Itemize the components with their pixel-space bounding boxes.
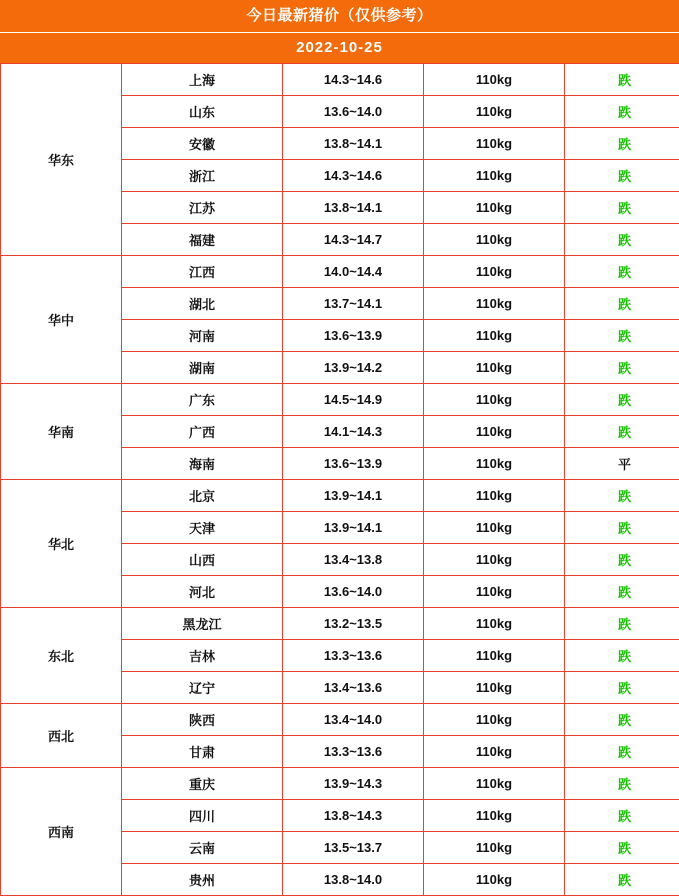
page-title: 今日最新猪价（仅供参考） [0, 0, 679, 32]
price-cell: 13.8~14.0 [283, 864, 424, 896]
region-cell: 华南 [1, 384, 122, 480]
trend-cell: 跌 [565, 320, 679, 352]
weight-cell: 110kg [424, 96, 565, 128]
province-cell: 安徽 [122, 128, 283, 160]
region-cell: 华北 [1, 480, 122, 608]
province-cell: 天津 [122, 512, 283, 544]
region-cell: 华东 [1, 64, 122, 256]
weight-cell: 110kg [424, 288, 565, 320]
trend-cell: 跌 [565, 224, 679, 256]
province-cell: 山西 [122, 544, 283, 576]
table-body [1, 64, 679, 896]
table-row [1, 704, 679, 736]
weight-cell: 110kg [424, 64, 565, 96]
trend-cell: 跌 [565, 352, 679, 384]
province-cell: 黑龙江 [122, 608, 283, 640]
weight-cell: 110kg [424, 672, 565, 704]
province-cell: 山东 [122, 96, 283, 128]
province-cell: 江西 [122, 256, 283, 288]
price-cell: 13.5~13.7 [283, 832, 424, 864]
trend-cell: 跌 [565, 544, 679, 576]
province-cell: 福建 [122, 224, 283, 256]
trend-cell: 跌 [565, 480, 679, 512]
table-row [1, 768, 679, 800]
province-cell: 湖南 [122, 352, 283, 384]
trend-cell: 跌 [565, 576, 679, 608]
trend-cell: 跌 [565, 384, 679, 416]
price-cell: 13.3~13.6 [283, 640, 424, 672]
trend-cell: 跌 [565, 256, 679, 288]
province-cell: 河北 [122, 576, 283, 608]
trend-cell: 跌 [565, 64, 679, 96]
region-cell: 西南 [1, 768, 122, 896]
trend-cell: 跌 [565, 512, 679, 544]
province-cell: 浙江 [122, 160, 283, 192]
price-cell: 13.8~14.1 [283, 192, 424, 224]
trend-cell: 跌 [565, 704, 679, 736]
trend-cell: 跌 [565, 192, 679, 224]
province-cell: 广东 [122, 384, 283, 416]
price-cell: 13.4~13.6 [283, 672, 424, 704]
price-cell: 13.9~14.2 [283, 352, 424, 384]
weight-cell: 110kg [424, 448, 565, 480]
province-cell: 上海 [122, 64, 283, 96]
province-cell: 海南 [122, 448, 283, 480]
weight-cell: 110kg [424, 704, 565, 736]
price-cell: 14.0~14.4 [283, 256, 424, 288]
province-cell: 吉林 [122, 640, 283, 672]
trend-cell: 跌 [565, 640, 679, 672]
weight-cell: 110kg [424, 128, 565, 160]
weight-cell: 110kg [424, 800, 565, 832]
price-cell: 14.3~14.6 [283, 64, 424, 96]
weight-cell: 110kg [424, 608, 565, 640]
table-row [1, 480, 679, 512]
price-cell: 13.4~14.0 [283, 704, 424, 736]
weight-cell: 110kg [424, 320, 565, 352]
province-cell: 河南 [122, 320, 283, 352]
price-cell: 13.2~13.5 [283, 608, 424, 640]
price-cell: 13.6~13.9 [283, 320, 424, 352]
price-cell: 13.9~14.1 [283, 512, 424, 544]
province-cell: 贵州 [122, 864, 283, 896]
table-row [1, 256, 679, 288]
trend-cell: 跌 [565, 128, 679, 160]
date-label: 2022-10-25 [0, 32, 679, 63]
price-cell: 13.9~14.3 [283, 768, 424, 800]
region-cell: 东北 [1, 608, 122, 704]
trend-cell: 跌 [565, 416, 679, 448]
province-cell: 陕西 [122, 704, 283, 736]
trend-cell: 跌 [565, 736, 679, 768]
weight-cell: 110kg [424, 384, 565, 416]
trend-cell: 跌 [565, 768, 679, 800]
trend-cell: 跌 [565, 160, 679, 192]
price-cell: 13.8~14.1 [283, 128, 424, 160]
table-row [1, 64, 679, 96]
price-cell: 13.8~14.3 [283, 800, 424, 832]
trend-cell: 跌 [565, 800, 679, 832]
price-cell: 14.3~14.6 [283, 160, 424, 192]
province-cell: 湖北 [122, 288, 283, 320]
weight-cell: 110kg [424, 480, 565, 512]
trend-cell: 跌 [565, 608, 679, 640]
weight-cell: 110kg [424, 256, 565, 288]
region-cell: 华中 [1, 256, 122, 384]
price-cell: 13.6~14.0 [283, 96, 424, 128]
price-cell: 14.1~14.3 [283, 416, 424, 448]
province-cell: 云南 [122, 832, 283, 864]
price-cell: 13.7~14.1 [283, 288, 424, 320]
price-cell: 13.4~13.8 [283, 544, 424, 576]
trend-cell: 跌 [565, 832, 679, 864]
trend-cell: 跌 [565, 864, 679, 896]
trend-cell: 跌 [565, 96, 679, 128]
price-cell: 13.9~14.1 [283, 480, 424, 512]
pig-price-table [0, 63, 679, 896]
price-cell: 13.6~13.9 [283, 448, 424, 480]
weight-cell: 110kg [424, 192, 565, 224]
province-cell: 四川 [122, 800, 283, 832]
weight-cell: 110kg [424, 160, 565, 192]
weight-cell: 110kg [424, 736, 565, 768]
province-cell: 广西 [122, 416, 283, 448]
price-cell: 14.5~14.9 [283, 384, 424, 416]
price-cell: 14.3~14.7 [283, 224, 424, 256]
weight-cell: 110kg [424, 640, 565, 672]
province-cell: 重庆 [122, 768, 283, 800]
weight-cell: 110kg [424, 416, 565, 448]
price-cell: 13.3~13.6 [283, 736, 424, 768]
weight-cell: 110kg [424, 576, 565, 608]
province-cell: 北京 [122, 480, 283, 512]
province-cell: 江苏 [122, 192, 283, 224]
table-row [1, 608, 679, 640]
trend-cell: 跌 [565, 672, 679, 704]
province-cell: 甘肃 [122, 736, 283, 768]
province-cell: 辽宁 [122, 672, 283, 704]
weight-cell: 110kg [424, 768, 565, 800]
weight-cell: 110kg [424, 352, 565, 384]
weight-cell: 110kg [424, 832, 565, 864]
weight-cell: 110kg [424, 864, 565, 896]
price-cell: 13.6~14.0 [283, 576, 424, 608]
weight-cell: 110kg [424, 544, 565, 576]
trend-cell: 平 [565, 448, 679, 480]
weight-cell: 110kg [424, 512, 565, 544]
region-cell: 西北 [1, 704, 122, 768]
trend-cell: 跌 [565, 288, 679, 320]
weight-cell: 110kg [424, 224, 565, 256]
table-row [1, 384, 679, 416]
